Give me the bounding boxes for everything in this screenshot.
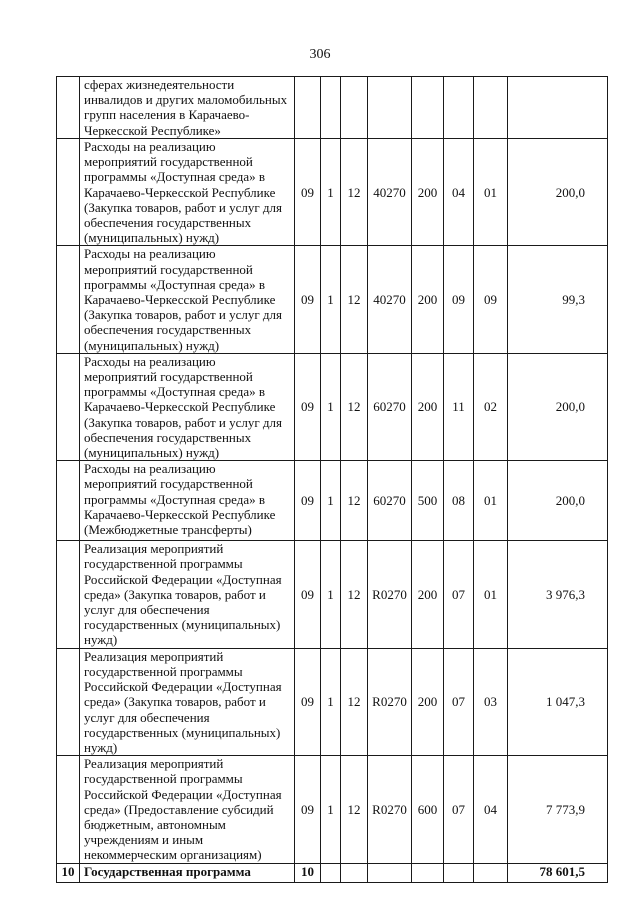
description-line: (муниципальных) нужд) [84,445,220,461]
table-body [57,77,608,883]
description-line: обеспечения государственных [84,322,252,338]
description-line: мероприятий государственной [84,154,253,170]
description-cell [80,353,295,460]
description-line: некоммерческим организациям) [84,847,262,863]
code-cell [444,77,474,139]
code-cell: 1 [321,139,341,246]
row-number-cell [57,77,80,139]
description-line: (Закупка товаров, работ и услуг для [84,307,282,323]
code-cell: 40270 [368,246,412,353]
code-cell: 03 [474,648,508,755]
code-cell: R0270 [368,541,412,648]
code-cell: 200 [412,353,444,460]
code-cell: 02 [474,353,508,460]
description-line: государственной программы [84,663,243,679]
code-cell: 01 [474,541,508,648]
code-cell: 09 [295,461,321,541]
code-cell [474,77,508,139]
code-cell: 09 [295,756,321,863]
code-cell: 60270 [368,353,412,460]
code-cell: 07 [444,648,474,755]
description-line: (Закупка товаров, работ и услуг для [84,199,282,215]
code-cell: 12 [341,541,368,648]
table-row [57,246,608,353]
description-line: Реализация мероприятий [84,648,224,664]
code-cell [368,77,412,139]
amount-cell: 1 047,3 [508,648,608,755]
description-line: программы «Доступная среда» в [84,276,266,292]
description-cell [80,461,295,541]
code-cell: 200 [412,541,444,648]
amount-cell [508,77,608,139]
code-cell: 1 [321,246,341,353]
code-cell: 11 [444,353,474,460]
row-number-cell [57,461,80,541]
table-row [57,756,608,863]
code-cell: 1 [321,461,341,541]
code-cell: 07 [444,756,474,863]
code-cell: 09 [444,246,474,353]
code-cell: 12 [341,756,368,863]
row-number-cell [57,353,80,460]
code-cell: 500 [412,461,444,541]
description-line: Черкесской Республике» [84,122,221,138]
description-line: учреждениям и иным [84,832,204,848]
code-cell [341,77,368,139]
amount-cell: 3 976,3 [508,541,608,648]
description-cell [80,648,295,755]
description-line: (Закупка товаров, работ и услуг для [84,414,282,430]
empty-cell [412,863,444,882]
description-line: мероприятий государственной [84,261,253,277]
row-number-cell [57,648,80,755]
code-cell: 1 [321,353,341,460]
table-row [57,139,608,246]
empty-cell [341,863,368,882]
row-number-cell [57,541,80,648]
description-line: программы «Доступная среда» в [84,491,266,507]
code-cell: 04 [474,756,508,863]
description-line: программы «Доступная среда» в [84,169,266,185]
description-cell [80,541,295,648]
code-cell: 09 [295,648,321,755]
total-row [57,863,608,882]
description-line: (муниципальных) нужд) [84,230,220,246]
code-cell: 01 [474,139,508,246]
description-line: Расходы на реализацию [84,139,216,154]
empty-cell [444,863,474,882]
total-description: Государственная программа [80,863,295,882]
code-cell: R0270 [368,756,412,863]
page-number: 306 [309,47,331,62]
description-line: государственной программы [84,771,243,787]
description-line: среда» (Предоставление субсидий [84,801,274,817]
code-cell: 1 [321,648,341,755]
code-cell [321,77,341,139]
description-line: обеспечения государственных [84,429,252,445]
description-line: услуг для обеспечения [84,602,210,618]
code-cell: 12 [341,648,368,755]
amount-cell: 99,3 [508,246,608,353]
code-cell: 200 [412,246,444,353]
description-line: Российской Федерации «Доступная [84,571,282,587]
description-line: сферах жизнедеятельности [84,77,235,92]
amount-cell: 7 773,9 [508,756,608,863]
description-line: нужд) [84,739,118,755]
description-line: групп населения в Карачаево- [84,107,250,123]
description-line: Расходы на реализацию [84,246,216,262]
row-number-cell [57,246,80,353]
description-line: (муниципальных) нужд) [84,337,220,353]
total-amount: 78 601,5 [508,863,608,882]
description-line: инвалидов и других маломобильных [84,92,288,108]
description-line: государственных (муниципальных) [84,724,281,740]
table-row [57,353,608,460]
description-line: обеспечения государственных [84,215,252,231]
total-row-number: 10 [57,863,80,882]
description-line: Реализация мероприятий [84,541,224,557]
description-line: Карачаево-Черкесской Республике [84,506,276,522]
table-row [57,541,608,648]
description-cell [80,246,295,353]
code-cell: 12 [341,139,368,246]
description-line: среда» (Закупка товаров, работ и [84,694,266,710]
code-cell: 09 [474,246,508,353]
amount-cell: 200,0 [508,461,608,541]
table-row [57,461,608,541]
code-cell: 12 [341,461,368,541]
code-cell: 07 [444,541,474,648]
description-line: программы «Доступная среда» в [84,384,266,400]
code-cell: 40270 [368,139,412,246]
empty-cell [368,863,412,882]
code-cell: 09 [295,541,321,648]
description-line: бюджетным, автономным [84,816,226,832]
code-cell: 12 [341,246,368,353]
code-cell: 200 [412,648,444,755]
code-cell: 09 [295,246,321,353]
code-cell: 60270 [368,461,412,541]
description-cell [80,139,295,246]
code-cell: 01 [474,461,508,541]
description-line: Карачаево-Черкесской Республике [84,399,276,415]
budget-table [56,76,608,883]
table-row [57,77,608,139]
description-cell [80,77,295,139]
code-cell [412,77,444,139]
table-row [57,648,608,755]
description-line: Реализация мероприятий [84,756,224,772]
code-cell: 09 [295,353,321,460]
amount-cell: 200,0 [508,353,608,460]
code-cell: 04 [444,139,474,246]
code-cell: 600 [412,756,444,863]
code-cell: 1 [321,541,341,648]
description-line: мероприятий государственной [84,369,253,385]
description-line: среда» (Закупка товаров, работ и [84,586,266,602]
description-cell [80,756,295,863]
code-cell: 12 [341,353,368,460]
row-number-cell [57,139,80,246]
description-line: государственной программы [84,556,243,572]
description-line: услуг для обеспечения [84,709,210,725]
code-cell: 08 [444,461,474,541]
code-cell: 09 [295,139,321,246]
description-line: Карачаево-Черкесской Республике [84,184,276,200]
description-line: Расходы на реализацию [84,461,216,477]
code-cell: R0270 [368,648,412,755]
total-code: 10 [295,863,321,882]
code-cell [295,77,321,139]
empty-cell [474,863,508,882]
description-line: Российской Федерации «Доступная [84,786,282,802]
description-line: Российской Федерации «Доступная [84,679,282,695]
amount-cell: 200,0 [508,139,608,246]
code-cell: 1 [321,756,341,863]
description-line: Расходы на реализацию [84,353,216,369]
description-line: государственных (муниципальных) [84,617,281,633]
description-line: (Межбюджетные трансферты) [84,522,252,538]
description-line: нужд) [84,632,118,648]
description-line: Карачаево-Черкесской Республике [84,292,276,308]
empty-cell [321,863,341,882]
description-line: мероприятий государственной [84,476,253,492]
row-number-cell [57,756,80,863]
code-cell: 200 [412,139,444,246]
